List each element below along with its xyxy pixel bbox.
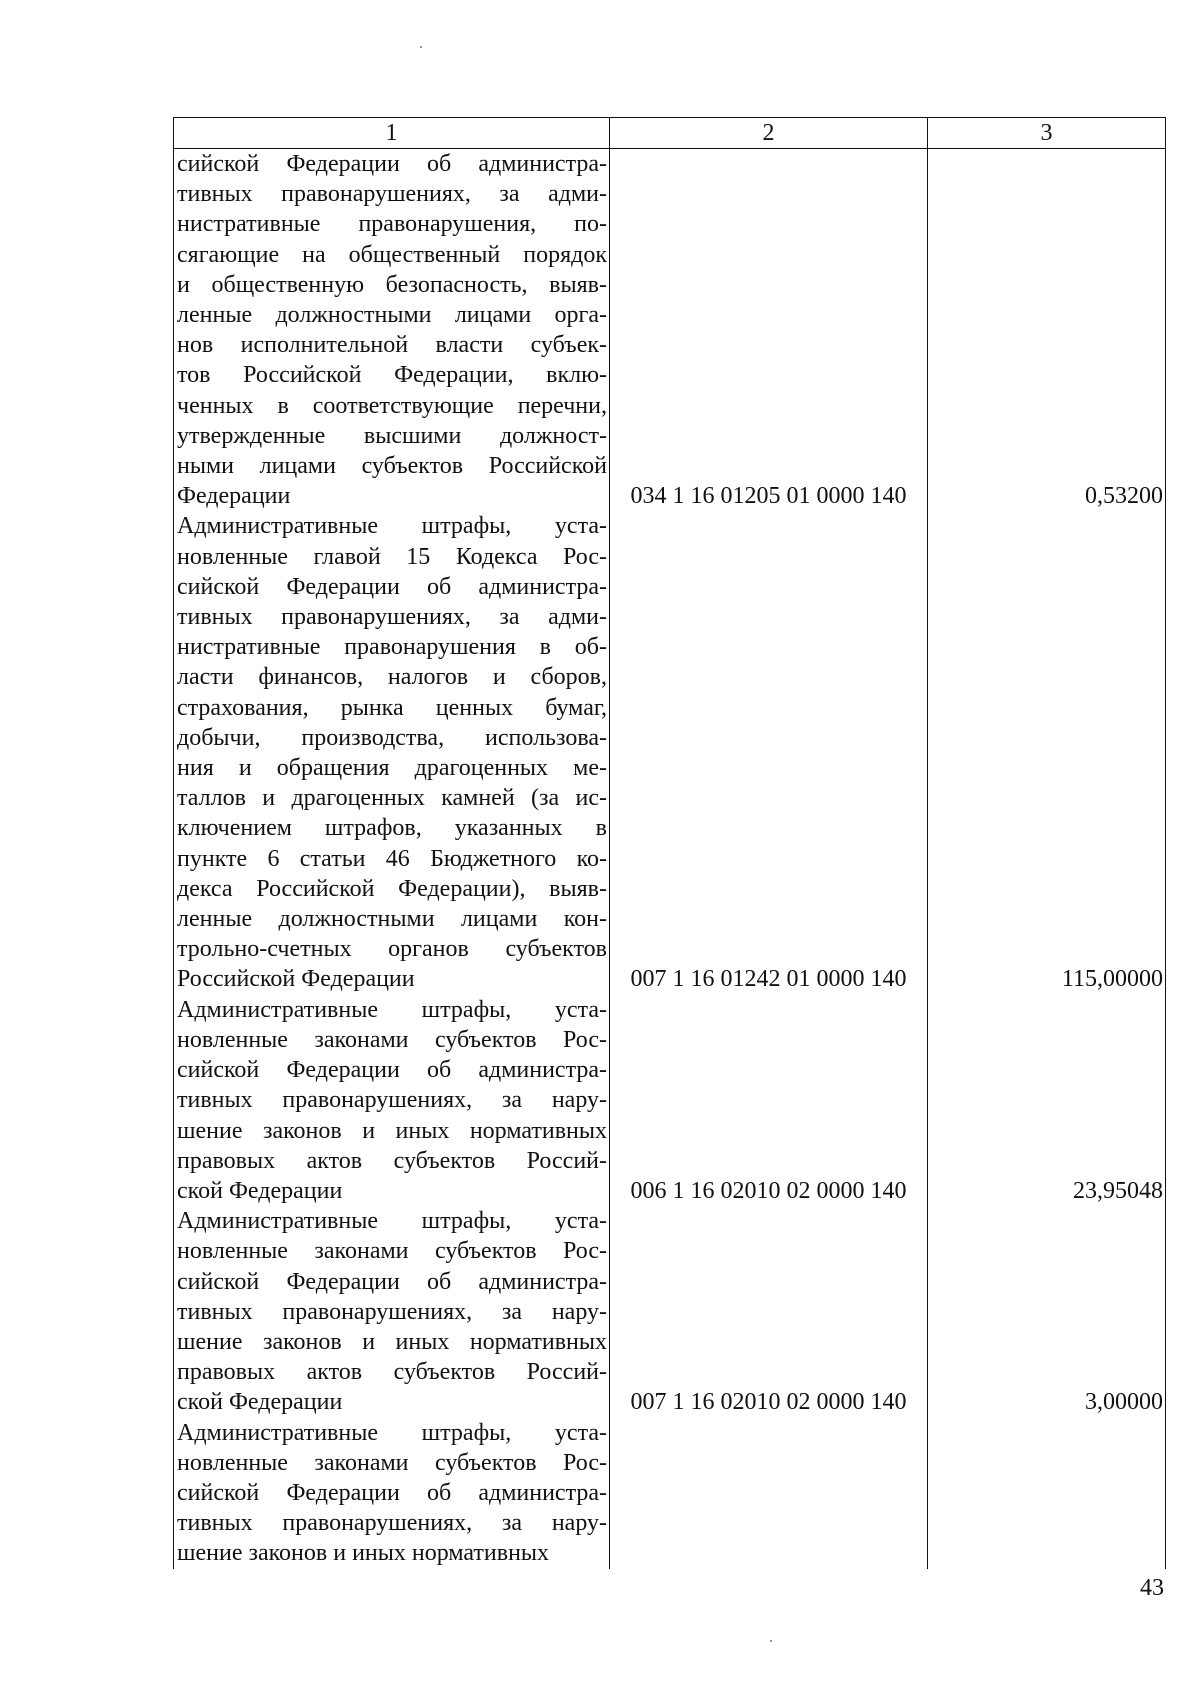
table-row [174,511,1166,994]
description-line: правовых актов субъектов Россий- [177,1359,607,1386]
description-line: тов Российской Федерации, вклю- [177,362,607,389]
description-line: новленные главой 15 Кодекса Рос- [177,543,607,570]
description-line: Административные штрафы, уста- [177,513,607,540]
description-line: ключением штрафов, указанных в [177,815,607,842]
row-amount: 115,00000 [928,511,1166,994]
page-number: 43 [1140,1575,1164,1601]
scan-speck [420,46,422,48]
row-amount: 3,00000 [928,1206,1166,1417]
row-description [174,511,610,994]
description-line: тивных правонарушениях, за нару- [177,1087,607,1114]
description-line: Федерации [177,483,291,510]
column-header-2: 2 [610,118,928,149]
row-description [174,149,610,512]
description-line: новленные законами субъектов Рос- [177,1449,607,1476]
description-line: Административные штрафы, уста- [177,1419,607,1446]
description-line: сийской Федерации об администра- [177,1268,607,1295]
description-line: трольно-счетных органов субъектов [177,936,607,963]
row-description [174,995,610,1206]
scan-speck [770,1640,772,1642]
description-line: сийской Федерации об администра- [177,573,607,600]
description-line: ными лицами субъектов Российской [177,453,607,480]
description-line: новленные законами субъектов Рос- [177,1026,607,1053]
description-line: страхования, рынка ценных бумаг, [177,694,607,721]
description-line: правовых актов субъектов Россий- [177,1147,607,1174]
description-line: тивных правонарушениях, за нару- [177,1298,607,1325]
table-header-row [174,118,1166,149]
description-line: нистративные правонарушения, по- [177,211,607,238]
description-line: ченных в соответствующие перечни, [177,392,607,419]
row-amount: 0,53200 [928,149,1166,512]
table-row [174,995,1166,1206]
row-description [174,1206,610,1417]
description-line: шение законов и иных нормативных [177,1540,550,1567]
description-line: и общественную безопасность, выяв- [177,271,607,298]
description-line: таллов и драгоценных камней (за ис- [177,785,607,812]
column-header-1: 1 [174,118,610,149]
budget-revenue-table [173,117,1166,1569]
table-row [174,149,1166,512]
description-line: сягающие на общественный порядок [177,241,607,268]
description-line: ленные должностными лицами кон- [177,906,607,933]
column-header-3: 3 [928,118,1166,149]
description-line: шение законов и иных нормативных [177,1328,607,1355]
table-body [174,149,1166,1569]
row-budget-code: 006 1 16 02010 02 0000 140 [610,995,928,1206]
row-amount [928,1418,1166,1569]
description-line: шение законов и иных нормативных [177,1117,607,1144]
row-amount: 23,95048 [928,995,1166,1206]
table-row [174,1206,1166,1417]
description-line: ской Федерации [177,1389,343,1416]
description-line: Российской Федерации [177,966,415,993]
description-line: декса Российской Федерации), выяв- [177,875,607,902]
row-budget-code: 007 1 16 01242 01 0000 140 [610,511,928,994]
description-line: нов исполнительной власти субъек- [177,332,607,359]
description-line: сийской Федерации об администра- [177,1479,607,1506]
description-line: ленные должностными лицами орга- [177,302,607,329]
row-budget-code: 007 1 16 02010 02 0000 140 [610,1206,928,1417]
description-line: тивных правонарушениях, за адми- [177,181,607,208]
description-line: тивных правонарушениях, за нару- [177,1510,607,1537]
description-line: сийской Федерации об администра- [177,1057,607,1084]
description-line: Административные штрафы, уста- [177,996,607,1023]
description-line: Административные штрафы, уста- [177,1208,607,1235]
row-description [174,1418,610,1569]
description-line: новленные законами субъектов Рос- [177,1238,607,1265]
description-line: тивных правонарушениях, за адми- [177,604,607,631]
table-row [174,1418,1166,1569]
description-line: сийской Федерации об администра- [177,151,607,177]
row-budget-code [610,1418,928,1569]
description-line: ской Федерации [177,1177,343,1204]
description-line: добычи, производства, использова- [177,724,607,751]
description-line: утвержденные высшими должност- [177,422,607,449]
description-line: ласти финансов, налогов и сборов, [177,664,607,691]
description-line: ния и обращения драгоценных ме- [177,755,607,782]
description-line: нистративные правонарушения в об- [177,634,607,661]
description-line: пункте 6 статьи 46 Бюджетного ко- [177,845,607,872]
row-budget-code: 034 1 16 01205 01 0000 140 [610,149,928,512]
